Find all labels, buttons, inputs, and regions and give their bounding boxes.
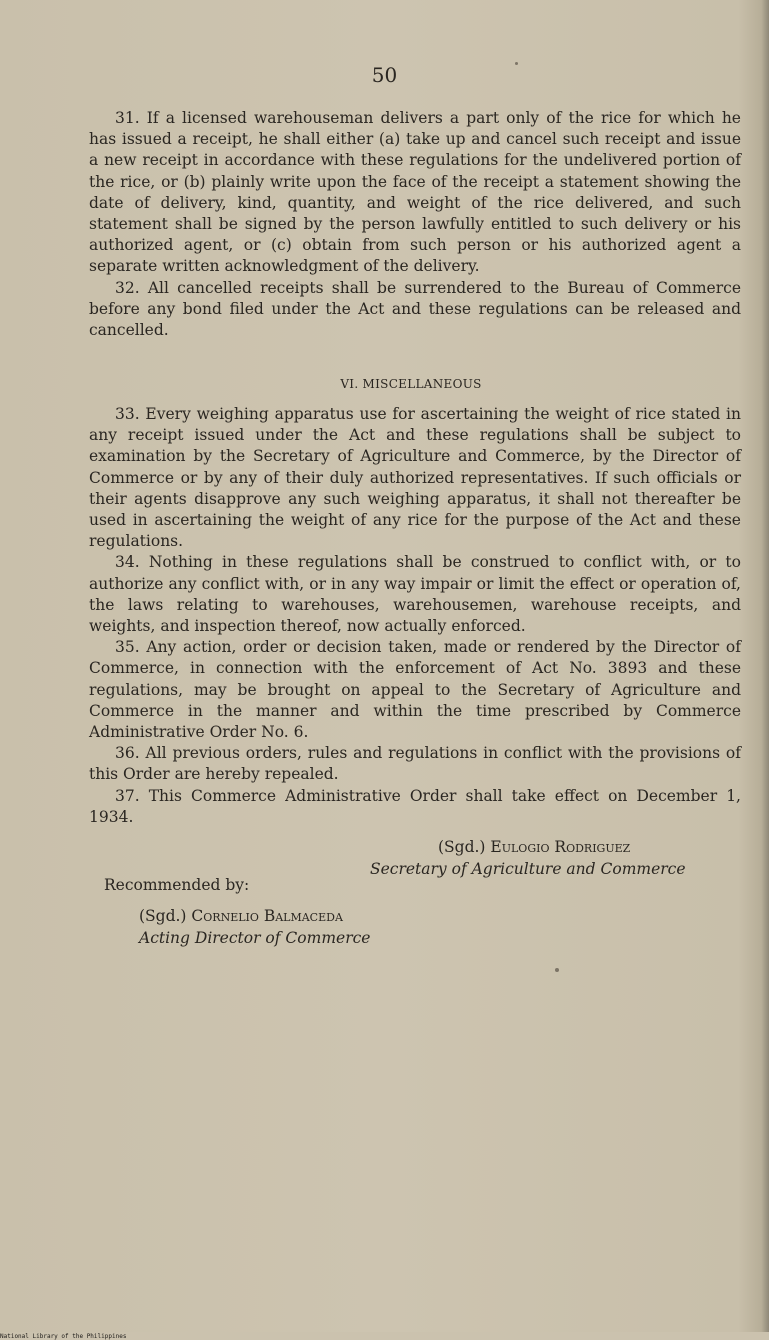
paragraph-31: 31. If a licensed warehouseman delivers a part only of the rice for which he has issued a receipt, he shall either (a) take up and cancel such receipt and issue a new receipt in accordance with these regulations for the undelivered portion of the rice, or (b) plainly write upon the face of the receipt a statement showing the date of delivery, kind, quantity, and weight of the rice delivered, and such statement shall be signed by the person lawfully entitled to such delivery or his authorized agent, or (c) obtain from such person or his authorized agent a separate written acknowledgment of the delivery. — [89, 109, 741, 276]
signature-secretary — [370, 836, 740, 880]
signatory-name: Eulogio Rodriguez — [490, 838, 631, 856]
paragraph-37: 37. This Commerce Administrative Order shall take effect on December 1, 1934. — [89, 786, 741, 826]
library-credit: National Library of the Philippines — [0, 1333, 127, 1340]
sgd-mark: (Sgd.) — [139, 907, 187, 925]
paper-speck — [515, 62, 518, 65]
recommended-by-label: Recommended by: — [104, 876, 250, 894]
signature-director — [139, 905, 539, 949]
page-number: 50 — [371, 63, 398, 87]
paragraph-33: 33. Every weighing apparatus use for ascertaining the weight of rice stated in any receipt issued under the Act and these regulations shall be subject to examination by the Secretary of Agriculture and Commerce, by the Director of Commerce or by any of their duly authorized representatives. If such officials or their agents disapprove any such weighing apparatus, it shall not thereafter be used in ascertaining the weight of any rice for the purpose of the Act and these regulations. — [89, 405, 741, 551]
signature-director-line — [139, 905, 539, 927]
regulations-part-v-end — [89, 108, 741, 341]
paper-speck — [555, 968, 559, 972]
paragraph-34: 34. Nothing in these regulations shall be construed to conflict with, or to authorize any conflict with, or in any way impair or limit the effect or operation of, the laws relating to warehouses, warehousemen, warehouse receipts, and weights, and inspection thereof, now actually enforced. — [89, 553, 741, 636]
paragraph-32: 32. All cancelled receipts shall be surrendered to the Bureau of Commerce before any bond filed under the Act and these regulations can be released and cancelled. — [89, 278, 741, 340]
regulations-part-vi — [89, 404, 741, 828]
sgd-mark: (Sgd.) — [438, 838, 486, 856]
signatory-name: Cornelio Balmaceda — [191, 907, 343, 925]
section-heading: VI. MISCELLANEOUS — [340, 377, 482, 391]
paragraph-35: 35. Any action, order or decision taken, made or rendered by the Director of Commerce, in connection with the enforcement of Act No. 3893 and these regulations, may be brought on appeal to the Secretary of Agriculture and Commerce in the manner and within the time prescribed by Commerce Administrative Order No. 6. — [89, 638, 741, 742]
signatory-title: Secretary of Agriculture and Commerce — [370, 860, 686, 878]
paragraph-36: 36. All previous orders, rules and regulations in conflict with the provisions of this Order are hereby repealed. — [89, 744, 741, 784]
signature-secretary-line — [370, 836, 740, 858]
signatory-title: Acting Director of Commerce — [139, 929, 371, 947]
